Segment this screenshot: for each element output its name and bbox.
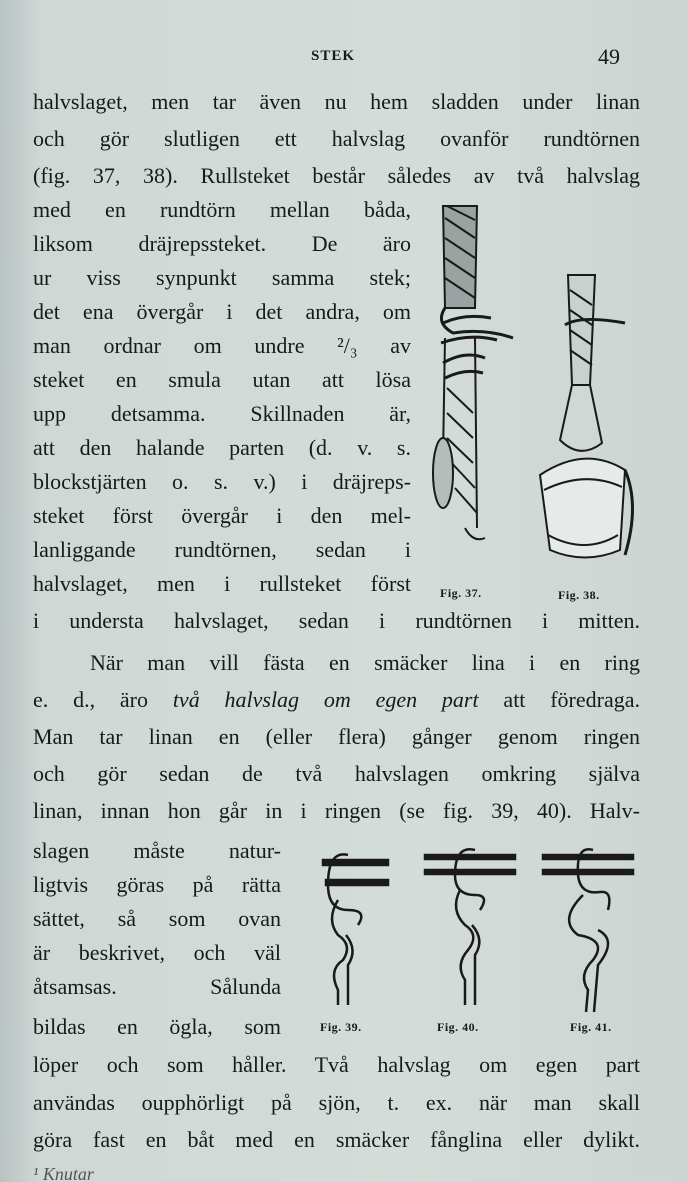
text-line: löper och som håller. Två halvslag om egen part <box>33 1052 640 1077</box>
page-number: 49 <box>598 44 620 69</box>
text-line: användas oupphörligt på sjön, t. ex. när man skall <box>33 1090 640 1115</box>
text-line: Man tar linan en (eller flera) gånger genom ringen <box>33 724 640 749</box>
figure-40-caption: Fig. 40. <box>437 1020 479 1034</box>
text-line: man ordnar om undre ²/₃ av <box>33 333 411 358</box>
text-line: linan, innan hon går in i ringen (se fig. 39, 40). Halv- <box>33 798 640 823</box>
text-line: steket först övergår i den mel- <box>33 503 411 528</box>
text-line: halvslaget, men i rullsteket först <box>33 571 411 596</box>
figure-41-half-hitches <box>538 840 638 1015</box>
emphasis-text: två halvslag om egen part <box>172 687 479 712</box>
figure-38-caption: Fig. 38. <box>558 588 600 602</box>
text-run: att föredraga. <box>478 687 641 712</box>
text-line: åtsamsas. Sålunda <box>33 974 281 999</box>
text-line: lanliggande rundtörnen, sedan i <box>33 537 411 562</box>
text-run: e. d., äro <box>33 687 173 712</box>
text-line: (fig. 37, 38). Rullsteket består således av två halvslag <box>33 163 640 188</box>
figure-41-caption: Fig. 41. <box>570 1020 612 1034</box>
figure-38-bucket-hitch <box>530 265 640 585</box>
text-line: upp detsamma. Skillnaden är, <box>33 401 411 426</box>
text-line: halvslaget, men tar även nu hem sladden under linan <box>33 89 640 114</box>
text-line: steket en smula utan att lösa <box>33 367 411 392</box>
figure-40-half-hitches <box>420 840 520 1010</box>
text-line: är beskrivet, och väl <box>33 940 281 965</box>
text-line: att den halande parten (d. v. s. <box>33 435 411 460</box>
text-line: det ena övergår i det andra, om <box>33 299 411 324</box>
text-line: ligtvis göras på rätta <box>33 872 281 897</box>
figure-39-half-hitches <box>298 840 393 1010</box>
page-header <box>0 44 688 74</box>
text-line: slagen måste natur- <box>33 838 281 863</box>
running-title: STEK <box>311 48 356 64</box>
footnote: ¹ Knutar <box>33 1164 94 1182</box>
text-line: med en rundtörn mellan båda, <box>33 197 411 222</box>
text-line: i understa halvslaget, sedan i rundtörnen i mitten. <box>33 608 640 633</box>
text-line: ur viss synpunkt samma stek; <box>33 265 411 290</box>
figure-39-caption: Fig. 39. <box>320 1020 362 1034</box>
text-line: och gör slutligen ett halvslag ovanför rundtörnen <box>33 126 640 151</box>
text-line: sättet, så som ovan <box>33 906 281 931</box>
text-line: liksom dräjrepssteket. De äro <box>33 231 411 256</box>
text-line: och gör sedan de två halvslagen omkring själva <box>33 761 640 786</box>
text-line: När man vill fästa en smäcker lina i en ring <box>90 650 640 675</box>
text-line: bildas en ögla, som <box>33 1014 281 1039</box>
figure-37-rolling-hitch <box>425 198 520 583</box>
figure-37-caption: Fig. 37. <box>440 586 482 600</box>
text-line: göra fast en båt med en smäcker fånglina eller dylikt. <box>33 1127 640 1152</box>
text-line-mixed <box>33 685 640 715</box>
text-line: blockstjärten o. s. v.) i dräjreps- <box>33 469 411 494</box>
